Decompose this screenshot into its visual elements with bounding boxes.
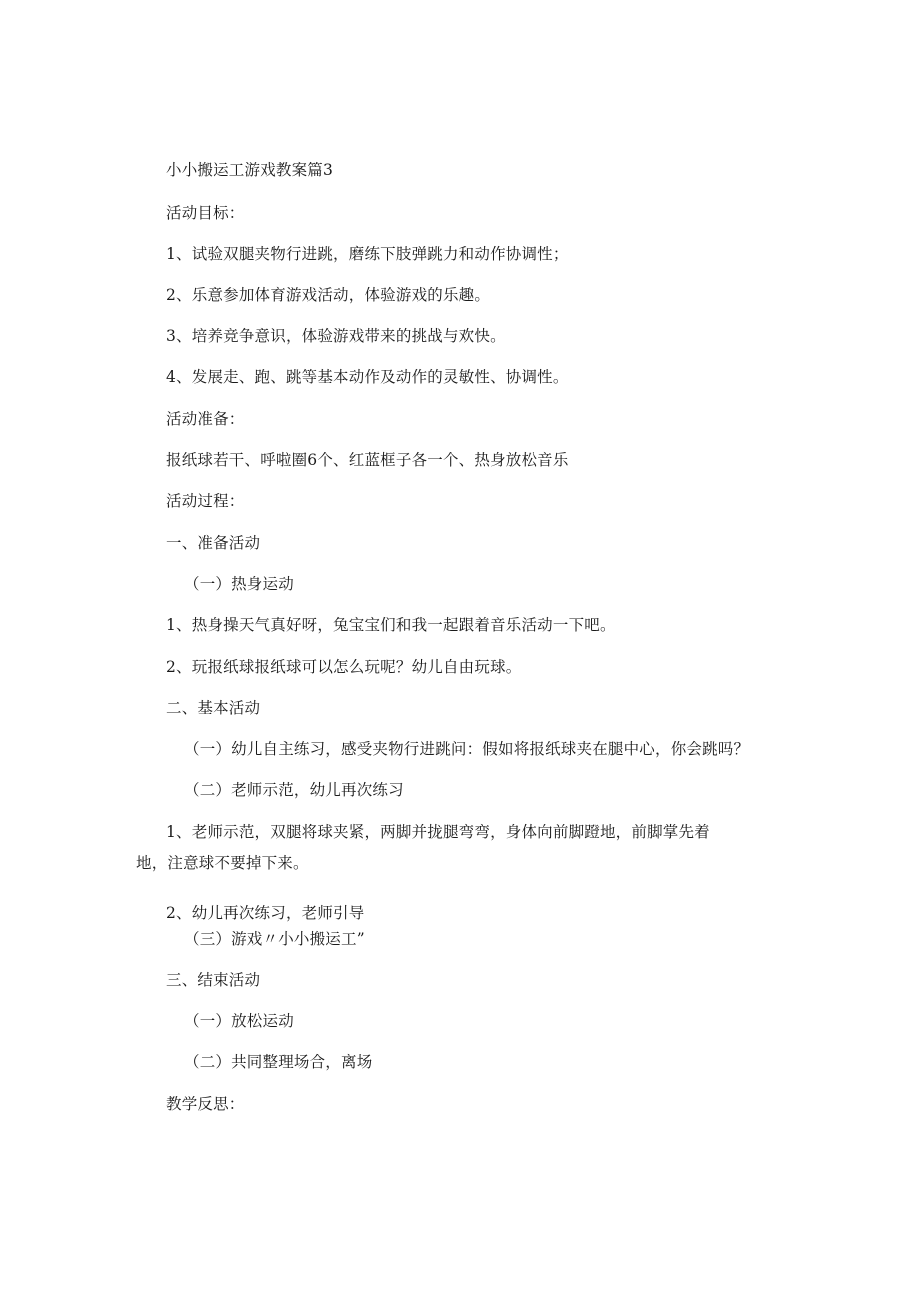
process-item-continuation: 地，注意球不要掉下来。 (136, 854, 309, 872)
objective-item: 3、培养竞争意识，体验游戏带来的挑战与欢快。 (166, 327, 506, 345)
subsection-heading: （一）放松运动 (184, 1012, 294, 1030)
objectives-heading: 活动目标： (166, 204, 245, 222)
subsection-heading: （二）共同整理场合，离场 (184, 1053, 373, 1071)
process-heading: 活动过程： (166, 492, 245, 510)
section-heading: 一、准备活动 (166, 534, 261, 552)
reflection-heading: 教学反思： (166, 1095, 245, 1113)
objective-item: 4、发展走、跑、跳等基本动作及动作的灵敏性、协调性。 (166, 368, 569, 386)
process-item: 1、热身操天气真好呀，兔宝宝们和我一起跟着音乐活动一下吧。 (166, 616, 616, 634)
preparation-heading: 活动准备： (166, 410, 245, 428)
section-heading: 三、结束活动 (166, 971, 261, 989)
subsection-heading: （一）幼儿自主练习，感受夹物行进跳问：假如将报纸球夹在腿中心，你会跳吗？ (184, 740, 750, 758)
objective-item: 2、乐意参加体育游戏活动，体验游戏的乐趣。 (166, 286, 491, 304)
subsection-heading: （一）热身运动 (184, 575, 294, 593)
subsection-heading: （二）老师示范，幼儿再次练习 (184, 781, 404, 799)
process-item: 2、玩报纸球报纸球可以怎么玩呢？幼儿自由玩球。 (166, 658, 522, 676)
document-title: 小小搬运工游戏教案篇3 (166, 161, 334, 179)
section-heading: 二、基本活动 (166, 699, 261, 717)
process-item: 1、老师示范，双腿将球夹紧，两脚并拢腿弯弯，身体向前脚蹬地，前脚掌先着 (166, 823, 710, 841)
subsection-heading: （三）游戏〃小小搬运工” (184, 930, 365, 948)
objective-item: 1、试验双腿夹物行进跳，磨练下肢弹跳力和动作协调性； (166, 245, 569, 263)
process-item: 2、幼儿再次练习，老师引导 (166, 904, 365, 922)
preparation-text: 报纸球若干、呼啦圈6个、红蓝框子各一个、热身放松音乐 (166, 451, 569, 469)
